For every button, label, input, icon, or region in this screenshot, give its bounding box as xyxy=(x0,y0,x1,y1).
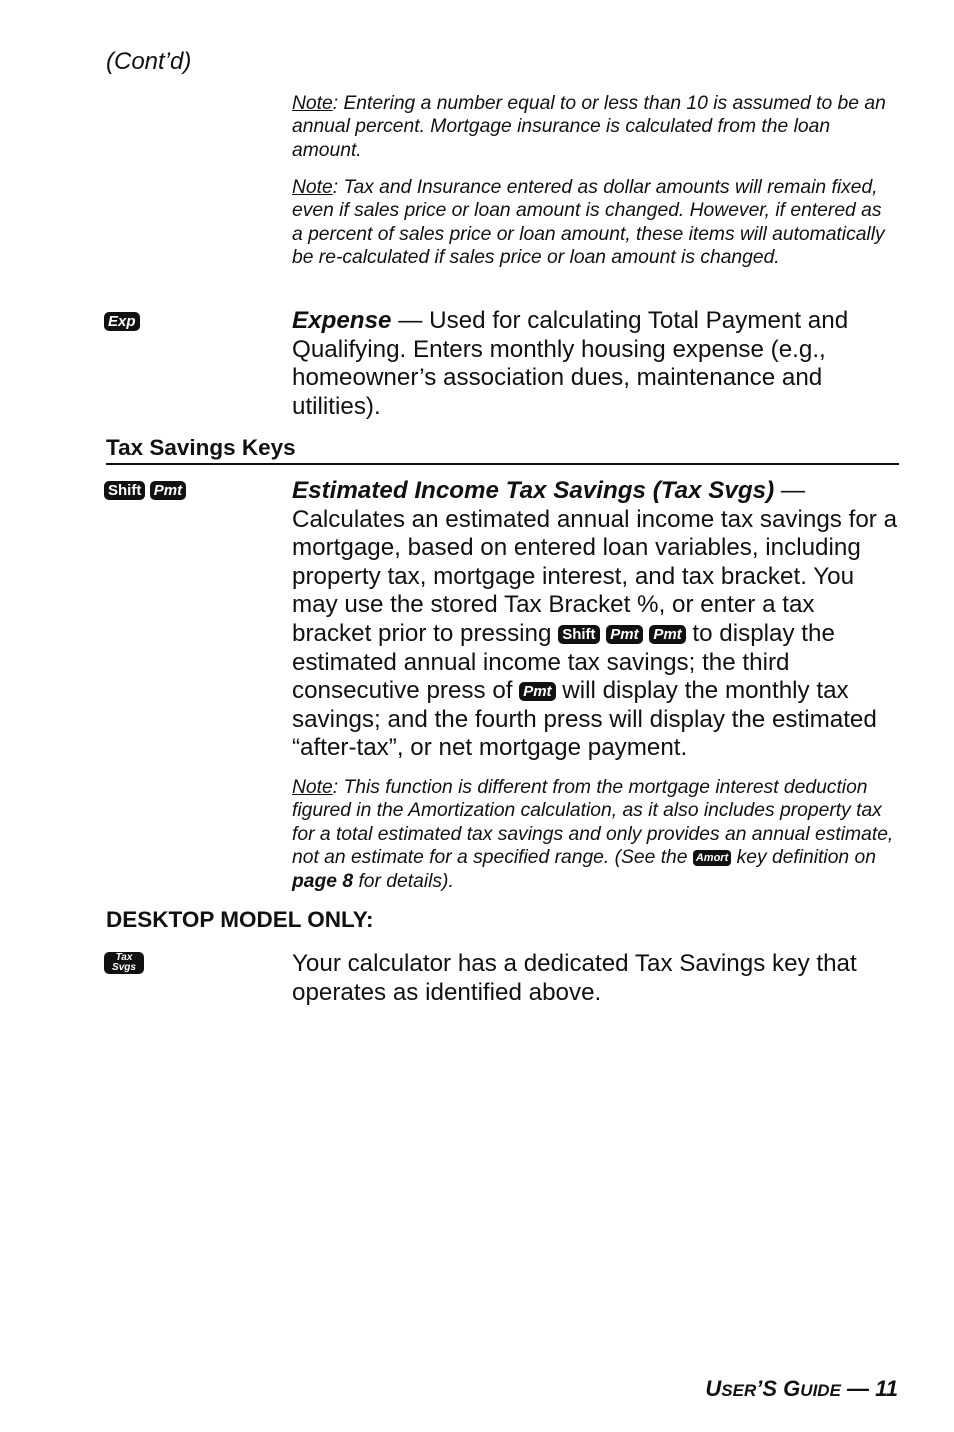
footer-ser: SER xyxy=(721,1381,757,1400)
expense-term: Expense xyxy=(292,307,392,334)
tax-svgs-text-1: Calculates an estimated annual income tax savings for a mortgage, based on entered loan variables, including property tax, mortgage interest, and tax bracket. You may use the stored Tax Bracket %, or enter a tax bracket prior to pressing xyxy=(292,505,898,647)
note-tax-insurance xyxy=(292,176,896,270)
note-deduction xyxy=(292,776,896,893)
exp-key-label: Exp xyxy=(104,312,140,331)
pmt-key-icon: Pmt xyxy=(649,625,685,644)
desktop-model-heading: DESKTOP MODEL ONLY: xyxy=(106,907,374,932)
footer-uide: UIDE xyxy=(800,1381,841,1400)
note-text-3: for details). xyxy=(353,870,454,892)
tax-svgs-key-icon xyxy=(104,952,144,974)
note-text-1: : This function is different from the mortgage interest deduction figured in the Amortization calculation, as it also includes property tax for a total estimated tax savings and only provides an annual estimate, not an estimate for a specified range. (See the xyxy=(292,777,894,869)
shift-pmt-keys xyxy=(104,481,186,500)
note-label: Note xyxy=(292,93,333,114)
shift-key-icon: Shift xyxy=(558,625,599,644)
expense-text: — Used for calculating Total Payment and Qualifying. Enters monthly housing expense (e.g., homeowner’s association dues, maintenance and utilities). xyxy=(292,307,849,420)
footer-u: U xyxy=(705,1376,722,1401)
pmt-key-icon: Pmt xyxy=(606,625,642,644)
amort-key-icon: Amort xyxy=(693,850,731,866)
tax-svgs-text-3: will display the monthly tax savings; and the fourth press will display the estimated “after-tax”, or net mortgage payment. xyxy=(292,677,877,762)
key-line-bottom: Svgs xyxy=(112,962,136,973)
note-text: : Tax and Insurance entered as dollar amounts will remain fixed, even if sales price or loan amount is changed. However, if entered as a percent of sales price or loan amount, these items will automatically be re-calculated if sales price or loan amount is changed. xyxy=(292,177,885,269)
heading-rule xyxy=(106,463,899,465)
tax-svgs-key-label xyxy=(104,952,144,974)
footer-dash: — xyxy=(840,1376,876,1401)
tax-savings-heading: Tax Savings Keys xyxy=(106,435,296,460)
page-footer xyxy=(705,1376,898,1402)
page-reference: page 8 xyxy=(292,870,354,892)
shift-key-icon: Shift xyxy=(104,481,145,500)
tax-svgs-definition xyxy=(292,477,898,763)
tax-svgs-term: Estimated Income Tax Savings (Tax Svgs) xyxy=(292,477,775,504)
note-label: Note xyxy=(292,177,333,198)
footer-apos: ’S xyxy=(756,1376,784,1401)
expense-definition xyxy=(292,307,898,421)
desktop-definition: Your calculator has a dedicated Tax Savings key that operates as identified above. xyxy=(292,950,857,1006)
key-line-top: Tax xyxy=(115,952,133,963)
exp-key-icon xyxy=(104,312,140,331)
note-text-2: key definition on xyxy=(731,847,876,869)
note-label: Note xyxy=(292,777,333,798)
term-dash: — xyxy=(774,477,806,504)
footer-g: G xyxy=(783,1376,801,1401)
note-text: : Entering a number equal to or less than 10 is assumed to be an annual percent. Mortgage insurance is calculated from the loan amount. xyxy=(292,93,886,161)
continued-label: (Cont’d) xyxy=(106,48,192,75)
pmt-key-icon: Pmt xyxy=(519,682,555,701)
pmt-key-icon: Pmt xyxy=(150,481,186,500)
note-annual-percent xyxy=(292,92,896,162)
tax-svgs-text-2: to display the estimated annual income tax savings; the third consecutive press of xyxy=(292,619,835,705)
page-number: 11 xyxy=(875,1376,898,1401)
